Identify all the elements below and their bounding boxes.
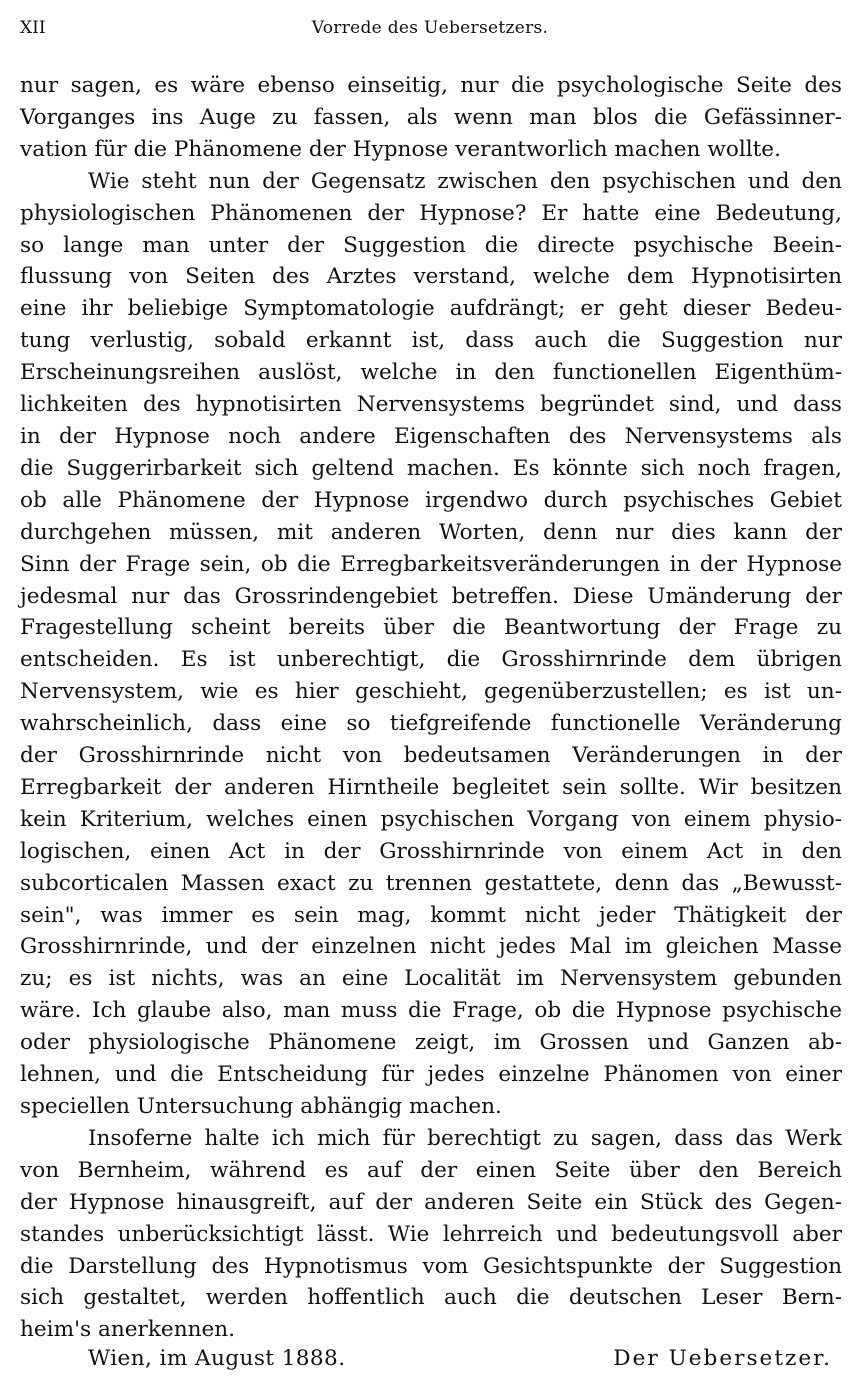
text-line: sein", was immer es sein mag, kommt nicht jeder Thätigkeit der: [20, 902, 842, 928]
text-line: Erscheinungsreihen auslöst, welche in den functionellen Eigenthüm-: [20, 360, 842, 386]
text-line: Fragestellung scheint bereits über die Beantwortung der Frage zu: [20, 615, 842, 641]
text-line: Wie steht nun der Gegensatz zwischen den psychischen und den: [88, 168, 842, 194]
text-line: Grosshirnrinde, und der einzelnen nicht jedes Mal im gleichen Masse: [20, 934, 842, 960]
text-line: Vorganges ins Auge zu fassen, als wenn man blos die Gefässinner-: [20, 104, 842, 130]
text-line: in der Hypnose noch andere Eigenschaften des Nervensystems als: [20, 423, 842, 449]
text-line: wäre. Ich glaube also, man muss die Frage, ob die Hypnose psychische: [20, 998, 842, 1024]
text-line: eine ihr beliebige Symptomatologie aufdrängt; er geht dieser Bedeu-: [20, 296, 842, 322]
text-line: zu; es ist nichts, was an eine Localität im Nervensystem gebunden: [20, 966, 842, 992]
page-number: XII: [20, 18, 46, 38]
paragraph: [20, 166, 842, 1123]
text-line: nur sagen, es wäre ebenso einseitig, nur die psychologische Seite des: [20, 73, 842, 98]
text-line: Insoferne halte ich mich für berechtigt zu sagen, dass das Werk: [88, 1125, 842, 1151]
text-line: tung verlustig, sobald erkannt ist, dass auch die Suggestion nur: [20, 328, 842, 354]
text-line: jedesmal nur das Grossrindengebiet betreffen. Diese Umänderung der: [20, 583, 842, 609]
text-line: ob alle Phänomene der Hypnose irgendwo durch psychisches Gebiet: [20, 487, 842, 513]
text-line: heim's anerkennen.: [20, 1317, 236, 1343]
text-line: logischen, einen Act in der Grosshirnrinde von einem Act in den: [20, 838, 842, 864]
text-line: subcorticalen Massen exact zu trennen gestattete, denn das „Bewusst-: [20, 870, 842, 896]
text-line: durchgehen müssen, mit anderen Worten, denn nur dies kann der: [20, 519, 842, 545]
text-line: kein Kriterium, welches einen psychischen Vorgang von einem physio-: [20, 806, 842, 832]
text-line: der Hypnose hinausgreift, auf der anderen Seite ein Stück des Gegen-: [20, 1189, 842, 1215]
paragraph: [20, 1123, 842, 1346]
running-title: Vorrede des Uebersetzers.: [311, 18, 549, 38]
text-line: standes unberücksichtigt lässt. Wie lehrreich und bedeutungsvoll aber: [20, 1221, 842, 1247]
body-text: [20, 70, 842, 1346]
text-line: lehnen, und die Entscheidung für jedes einzelne Phänomen von einer: [20, 1062, 842, 1088]
text-line: Sinn der Frage sein, ob die Erregbarkeitsveränderungen in der Hypnose: [20, 551, 842, 577]
text-line: flussung von Seiten des Arztes verstand, welche dem Hypnotisirten: [20, 264, 842, 290]
text-line: Nervensystem, wie es hier geschieht, gegenüberzustellen; es ist un-: [20, 679, 842, 705]
signature-line: [88, 1346, 832, 1378]
text-line: von Bernheim, während es auf der einen Seite über den Bereich: [20, 1157, 842, 1183]
paragraph: [20, 70, 842, 166]
text-line: sich gestaltet, werden hoffentlich auch die deutschen Leser Bern-: [20, 1285, 842, 1311]
place-date: Wien, im August 1888.: [88, 1346, 346, 1371]
translator-signature: Der Uebersetzer.: [613, 1346, 832, 1371]
text-line: speciellen Untersuchung abhängig machen.: [20, 1094, 502, 1119]
text-line: wahrscheinlich, dass eine so tiefgreifende functionelle Veränderung: [20, 711, 842, 737]
text-line: vation für die Phänomene der Hypnose verantworlich machen wollte.: [20, 136, 781, 162]
text-line: die Suggerirbarkeit sich geltend machen. Es könnte sich noch fragen,: [20, 455, 842, 481]
text-line: oder physiologische Phänomene zeigt, im Grossen und Ganzen ab-: [20, 1030, 842, 1056]
running-head: [20, 18, 840, 46]
text-line: lichkeiten des hypnotisirten Nervensystems begründet sind, und dass: [20, 392, 842, 418]
text-line: entscheiden. Es ist unberechtigt, die Grosshirnrinde dem übrigen: [20, 647, 842, 673]
text-line: der Grosshirnrinde nicht von bedeutsamen Veränderungen in der: [20, 743, 842, 769]
text-line: so lange man unter der Suggestion die directe psychische Beein-: [20, 232, 842, 258]
text-line: Erregbarkeit der anderen Hirntheile begleitet sein sollte. Wir besitzen: [20, 774, 842, 800]
text-line: physiologischen Phänomenen der Hypnose? Er hatte eine Bedeutung,: [20, 200, 842, 226]
text-line: die Darstellung des Hypnotismus vom Gesichtspunkte der Suggestion: [20, 1253, 842, 1279]
